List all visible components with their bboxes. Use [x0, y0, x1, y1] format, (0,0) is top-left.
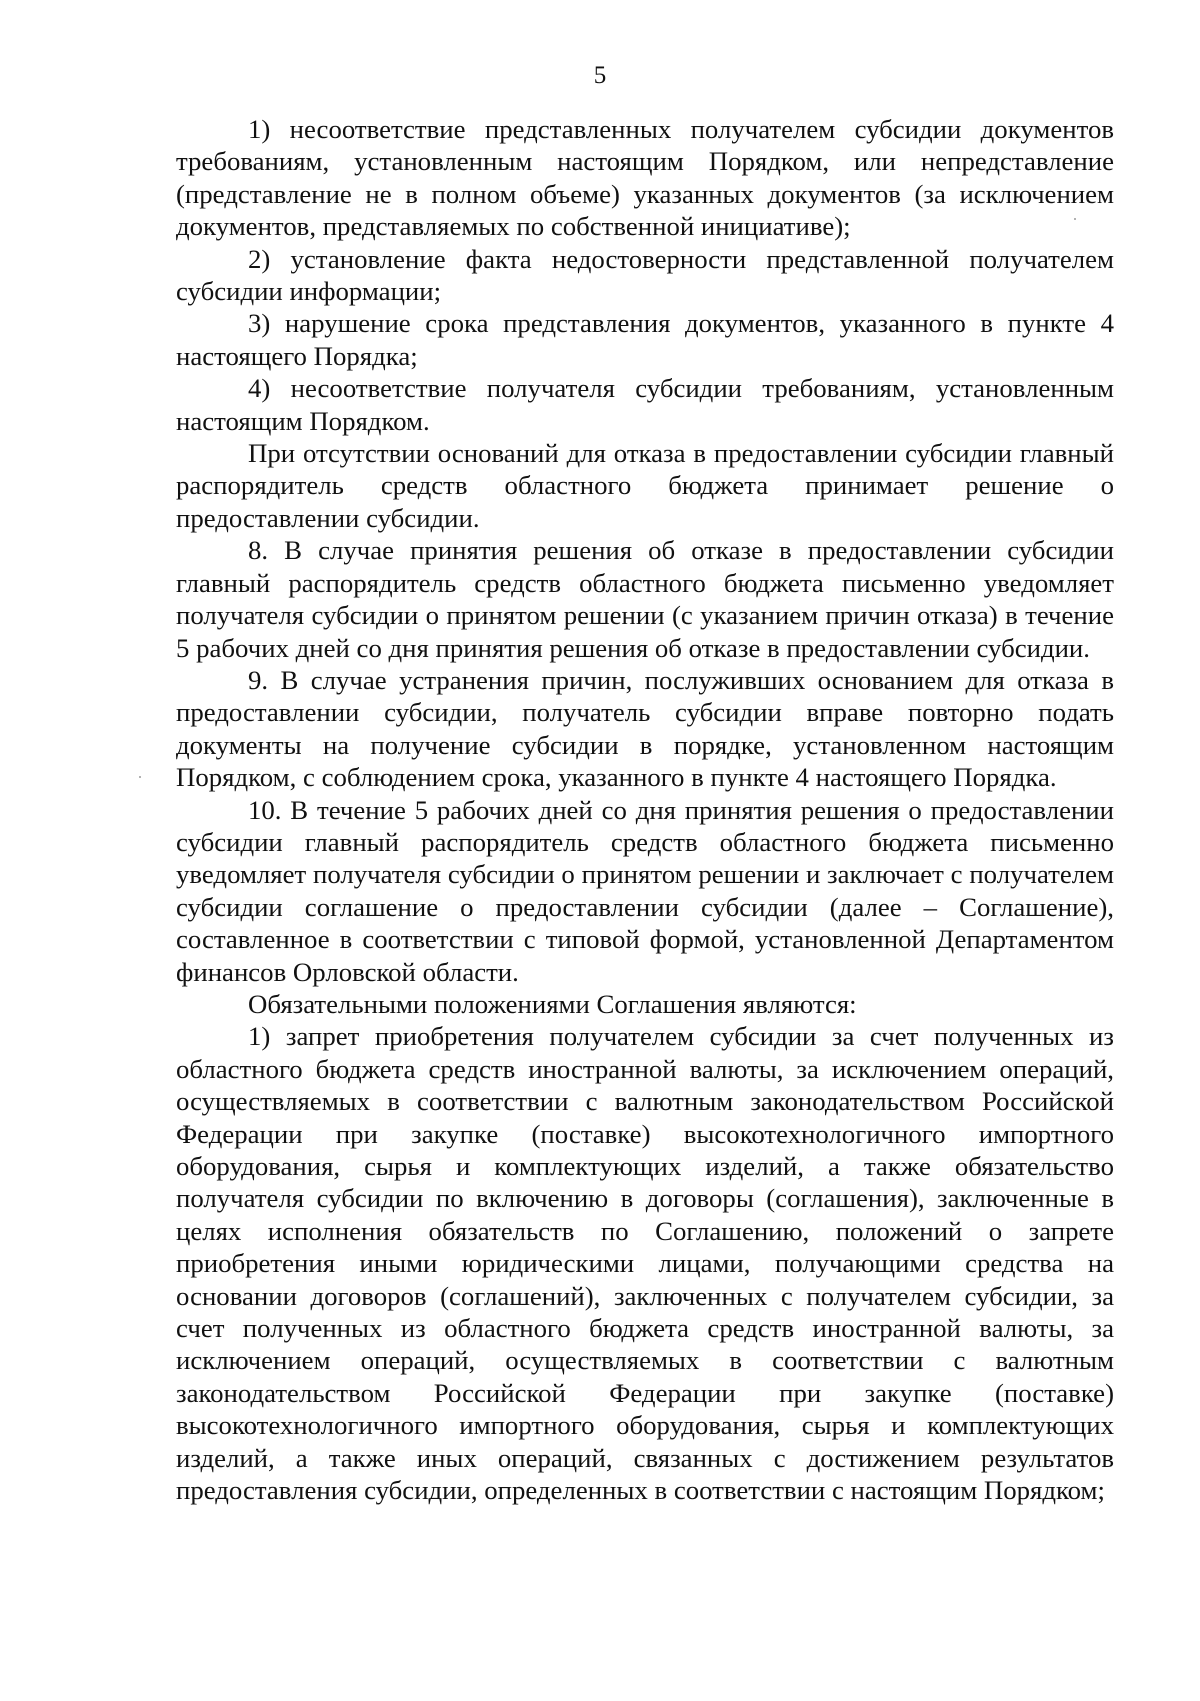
page-number: 5 — [593, 62, 607, 89]
scan-speck — [1074, 218, 1076, 220]
paragraph-provision-1: 1) запрет приобретения получателем субсидии за счет полученных из областного бюджета средств иностранной валюты, за исключением операций, осуществляемых в соответствии с валютным законодательством Российской Федерации при закупке (поставке) высокотехнологичного импортного оборудования, сырья и комплектующих изделий, а также обязательство получателя субсидии по включению в договоры (соглашения), заключенные в целях исполнения обязательств по Соглашению, положений о запрете приобретения иными юридическими лицами, получающими средства на основании договоров (соглашений), заключенных с получателем субсидии, за счет полученных из областного бюджета средств иностранной валюты, за исключением операций, осуществляемых в соответствии с валютным законодательством Российской Федерации при закупке (поставке) высокотехнологичного импортного оборудования, сырья и комплектующих изделий, а также иных операций, связанных с достижением результатов предоставления субсидии, определенных в соответствии с настоящим Порядком; — [176, 1021, 1114, 1506]
paragraph-mandatory-provisions: Обязательными положениями Соглашения являются: — [248, 988, 857, 1019]
paragraph-reason-3: 3) нарушение срока представления документов, указанного в пункте 4 настоящего Порядка; — [176, 308, 1114, 371]
paragraph-item-8: 8. В случае принятия решения об отказе в предоставлении субсидии главный распорядитель средств областного бюджета письменно уведомляет получателя субсидии о принятом решении (с указанием причин отказа) в течение 5 рабочих дней со дня принятия решения об отказе в предоставлении субсидии. — [176, 535, 1114, 663]
paragraph-reason-4: 4) несоответствие получателя субсидии требованиям, установленным настоящим Порядком. — [176, 373, 1114, 436]
document-body — [176, 113, 1114, 1506]
paragraph-item-9: 9. В случае устранения причин, послуживших основанием для отказа в предоставлении субсидии, получатель субсидии вправе повторно подать документы на получение субсидии в порядке, установленном настоящим Порядком, с соблюдением срока, указанного в пункте 4 настоящего Порядка. — [176, 664, 1114, 793]
paragraph-reason-1: 1) несоответствие представленных получателем субсидии документов требованиям, установленным настоящим Порядком, или непредставление (представление не в полном объеме) указанных документов (за исключением документов, представляемых по собственной инициативе); — [176, 114, 1114, 242]
scan-speck — [139, 776, 141, 778]
paragraph-reason-2: 2) установление факта недостоверности представленной получателем субсидии информации; — [176, 243, 1114, 307]
paragraph-item-10: 10. В течение 5 рабочих дней со дня принятия решения о предоставлении субсидии главный распорядитель средств областного бюджета письменно уведомляет получателя субсидии о принятом решении и заключает с получателем субсидии соглашение о предоставлении субсидии (далее – Соглашение), составленное в соответствии с типовой формой, установленной Департаментом финансов Орловской области. — [176, 794, 1114, 987]
paragraph-no-grounds: При отсутствии оснований для отказа в предоставлении субсидии главный распорядитель средств областного бюджета принимает решение о предоставлении субсидии. — [176, 438, 1114, 533]
